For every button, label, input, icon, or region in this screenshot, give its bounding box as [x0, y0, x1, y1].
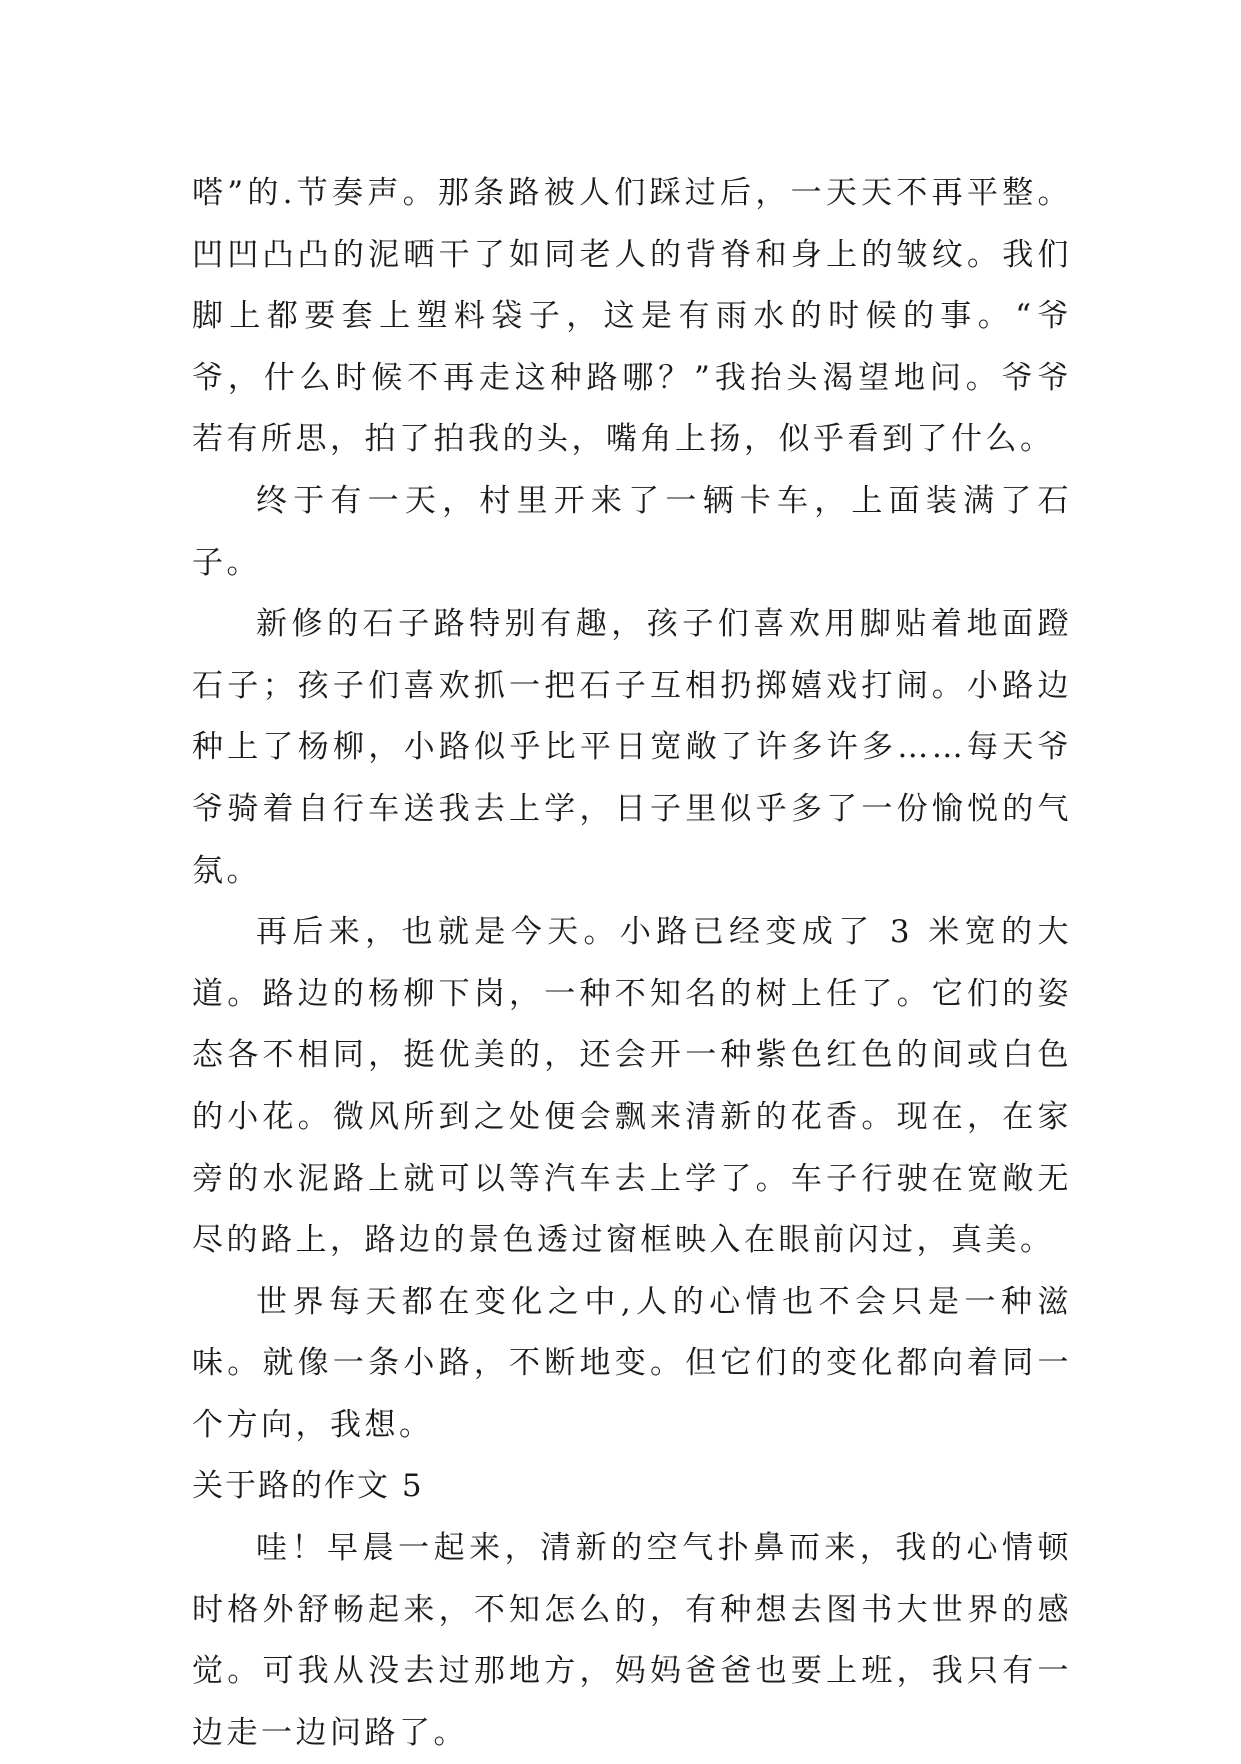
paragraph: 哇！早晨一起来，清新的空气扑鼻而来，我的心情顿时格外舒畅起来，不知怎么的，有种想去图书大世界的感觉。可我从没去过那地方，妈妈爸爸也要上班，我只有一边走一边问路了。	[192, 1530, 1072, 1751]
paragraph: 世界每天都在变化之中,人的心情也不会只是一种滋味。就像一条小路，不断地变。但它们的变化都向着同一个方向，我想。	[192, 1283, 1072, 1443]
paragraph: 再后来，也就是今天。小路已经变成了 3 米宽的大道。路边的杨柳下岗，一种不知名的树上任了。它们的姿态各不相同，挺优美的，还会开一种紫色红色的间或白色的小花。微风所到之处便会飘来清新的花香。现在，在家旁的水泥路上就可以等汽车去上学了。车子行驶在宽敞无尽的路上，路边的景色透过窗框映入在眼前闪过，真美。	[192, 914, 1072, 1259]
section-heading: 关于路的作文 5	[192, 1468, 424, 1505]
document-body	[192, 163, 1072, 1764]
paragraph: 终于有一天，村里开来了一辆卡车，上面装满了石子。	[192, 482, 1072, 581]
paragraph: 嗒”的.节奏声。那条路被人们踩过后，一天天不再平整。凹凹凸凸的泥晒干了如同老人的背脊和身上的皱纹。我们脚上都要套上塑料袋子，这是有雨水的时候的事。“爷爷，什么时候不再走这种路哪？”我抬头渴望地问。爷爷若有所思，拍了拍我的头，嘴角上扬，似乎看到了什么。	[192, 175, 1072, 458]
paragraph: 新修的石子路特别有趣，孩子们喜欢用脚贴着地面蹬石子；孩子们喜欢抓一把石子互相扔掷嬉戏打闹。小路边种上了杨柳，小路似乎比平日宽敞了许多许多……每天爷爷骑着自行车送我去上学，日子里似乎多了一份愉悦的气氛。	[192, 606, 1072, 889]
